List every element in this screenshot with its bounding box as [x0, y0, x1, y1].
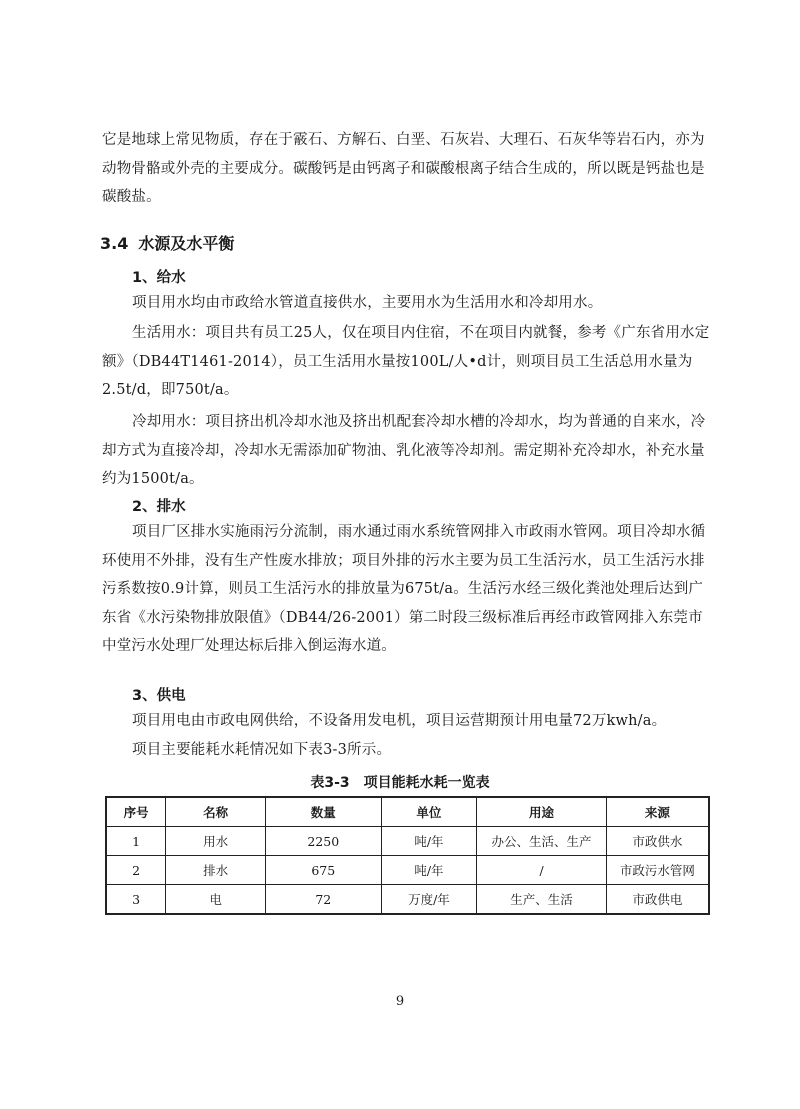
table-header-row	[106, 797, 709, 827]
table-caption	[0, 772, 800, 792]
table-cell: 办公、生活、生产	[477, 827, 607, 856]
section-number: 3.4	[100, 234, 129, 253]
page-number: 9	[395, 994, 405, 1009]
table-reference-paragraph: 项目主要能耗水耗情况如下表3-3所示。	[132, 742, 392, 758]
intro-paragraph: 它是地球上常见物质，存在于霰石、方解石、白垩、石灰岩、大理石、石灰华等岩石内，亦为动物骨骼或外壳的主要成分。碳酸钙是由钙离子和碳酸根离子结合生成的，所以既是钙盐也是碳酸盐。	[102, 132, 705, 205]
power-paragraph: 项目用电由市政电网供给，不设备用发电机，项目运营期预计用电量72万kwh/a。	[132, 713, 667, 729]
section-heading	[100, 231, 234, 254]
table-caption-title: 项目能耗水耗一览表	[363, 775, 490, 791]
table-row	[106, 856, 709, 885]
table-cell: 吨/年	[381, 856, 477, 885]
subsection-power-supply: 3、供电	[132, 688, 186, 704]
table-cell: 电	[166, 885, 266, 915]
table-cell: 市政供电	[606, 885, 709, 915]
header-cell-name: 名称	[166, 797, 266, 827]
energy-water-table	[105, 796, 710, 915]
cooling-water-paragraph: 冷却用水：项目挤出机冷却水池及挤出机配套冷却水槽的冷却水，均为普通的自来水，冷却方式为直接冷却，冷却水无需添加矿物油、乳化液等冷却剂。需定期补充冷却水，补充水量约为1500t/a。	[102, 414, 706, 487]
table-cell: 2250	[265, 827, 381, 856]
header-cell-usage: 用途	[477, 797, 607, 827]
table-cell: 用水	[166, 827, 266, 856]
header-cell-source: 来源	[606, 797, 709, 827]
table-cell: 排水	[166, 856, 266, 885]
table-cell: 3	[106, 885, 166, 915]
table-cell: 1	[106, 827, 166, 856]
table-cell: 生产、生活	[477, 885, 607, 915]
table-cell: /	[477, 856, 607, 885]
table-row	[106, 885, 709, 915]
section-title: 水源及水平衡	[138, 234, 235, 253]
table-caption-number: 表3-3	[310, 775, 350, 791]
table-row	[106, 827, 709, 856]
drainage-paragraph: 项目厂区排水实施雨污分流制，雨水通过雨水系统管网排入市政雨水管网。项目冷却水循环使用不外排，没有生产性废水排放；项目外排的污水主要为员工生活污水，员工生活污水排污系数按0.9计算，则员工生活污水的排放量为675t/a。生活污水经三级化粪池处理后达到广东省《水污染物排放限值》（DB44/26-2001）第二时段三级标准后再经市政管网排入东莞市中堂污水处理厂处理达标后排入倒运海水道。	[102, 524, 706, 654]
subsection-water-supply: 1、给水	[132, 270, 186, 286]
table-cell: 72	[265, 885, 381, 915]
header-cell-unit: 单位	[381, 797, 477, 827]
header-cell-quantity: 数量	[265, 797, 381, 827]
table-cell: 市政供水	[606, 827, 709, 856]
table-cell: 2	[106, 856, 166, 885]
domestic-water-paragraph: 生活用水：项目共有员工25人，仅在项目内住宿，不在项目内就餐，参考《广东省用水定额》（DB44T1461-2014），员工生活用水量按100L/人•d计，则项目员工生活总用水量为2.5t/d，即750t/a。	[102, 325, 710, 398]
table-cell: 万度/年	[381, 885, 477, 915]
water-supply-paragraph: 项目用水均由市政给水管道直接供水，主要用水为生活用水和冷却用水。	[132, 295, 603, 311]
header-cell-index: 序号	[106, 797, 166, 827]
table-cell: 吨/年	[381, 827, 477, 856]
subsection-drainage: 2、排水	[132, 499, 186, 515]
table-cell: 675	[265, 856, 381, 885]
table-cell: 市政污水管网	[606, 856, 709, 885]
